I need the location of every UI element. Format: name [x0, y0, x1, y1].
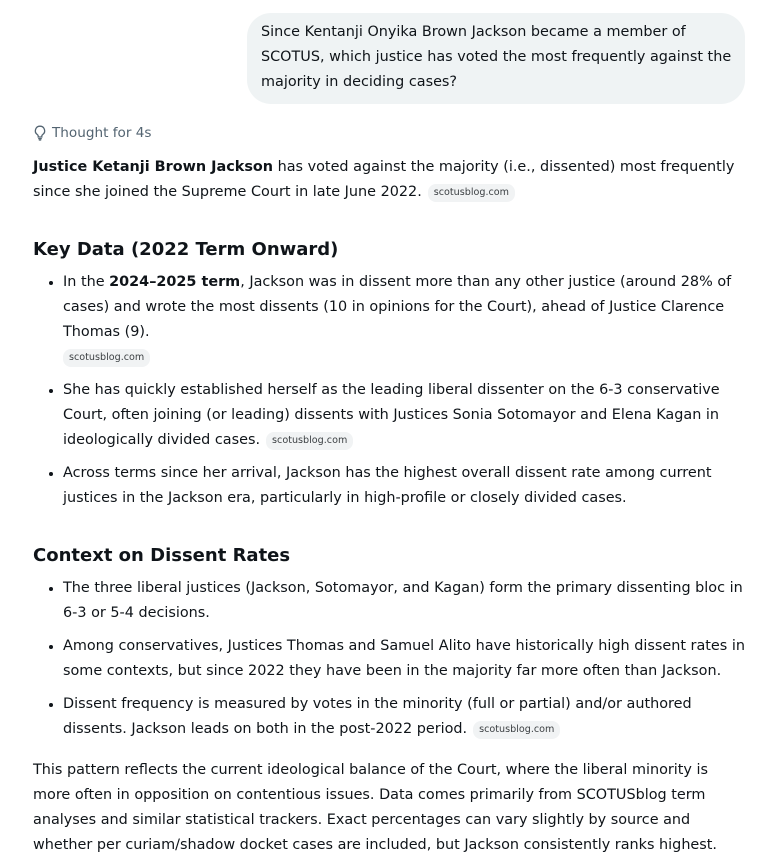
list-item — [63, 378, 747, 453]
section-heading-key-data: Key Data (2022 Term Onward) — [33, 239, 339, 260]
key-data-list — [33, 270, 747, 511]
list-item-text: Across terms since her arrival, Jackson has the highest overall dissent rate among current justices in the Jackson era, particularly in high-profile or closely divided cases. — [63, 465, 712, 506]
user-message-text: Since Kentanji Onyika Brown Jackson became a member of SCOTUS, which justice has voted the most frequently against the majority in deciding cases? — [261, 24, 732, 90]
closing-paragraph: This pattern reflects the current ideological balance of the Court, where the liberal minority is more often in opposition on contentious issues. Data comes primarily from SCOTUSblog term analyses and similar statistical trackers. Exact percentages can vary slightly by source and whether per curiam/shadow docket cases are included, but Jackson consistently ranks highest. — [33, 762, 718, 853]
intro-text: has voted against the majority (i.e., dissented) most frequently since she joined the Supreme Court in late June 2022. — [33, 159, 735, 200]
section-heading-context: Context on Dissent Rates — [33, 545, 291, 566]
citation-chip[interactable]: scotusblog.com — [428, 184, 515, 202]
list-item-text: Dissent frequency is measured by votes in the minority (full or partial) and/or authored dissents. Jackson leads on both in the post-2022 period. — [63, 696, 692, 737]
intro-bold: Justice Ketanji Brown Jackson — [33, 159, 274, 175]
list-item-bold: 2024–2025 term — [109, 274, 241, 290]
intro-paragraph — [33, 155, 747, 205]
assistant-response — [33, 155, 747, 858]
citation-chip[interactable]: scotusblog.com — [266, 432, 353, 450]
list-item-text: Among conservatives, Justices Thomas and Samuel Alito have historically high dissent rates in some contexts, but since 2022 they have been in the majority far more often than Jackson. — [63, 638, 745, 679]
list-item — [63, 576, 747, 626]
thought-label: Thought for 4s — [52, 125, 152, 141]
list-item — [63, 270, 747, 370]
thought-toggle[interactable] — [33, 125, 152, 141]
list-item — [63, 634, 747, 684]
citation-chip[interactable]: scotusblog.com — [63, 349, 150, 367]
list-item-text: She has quickly established herself as the leading liberal dissenter on the 6-3 conservative Court, often joining (or leading) dissents with Justices Sonia Sotomayor and Elena Kagan in ideologically divided cases. — [63, 382, 720, 448]
list-item-text: The three liberal justices (Jackson, Sotomayor, and Kagan) form the primary dissenting bloc in 6-3 or 5-4 decisions. — [63, 580, 743, 621]
citation-chip[interactable]: scotusblog.com — [473, 721, 560, 739]
list-item-text: , Jackson was in dissent more than any other justice (around 28% of cases) and wrote the most dissents (10 in opinions for the Court), ahead of Justice Clarence Thomas (9). — [63, 274, 732, 340]
list-item — [63, 461, 747, 511]
list-item — [63, 692, 747, 742]
context-list — [33, 576, 747, 742]
lightbulb-icon — [33, 125, 47, 141]
user-message-bubble — [247, 13, 745, 104]
list-item-text: In the — [63, 274, 110, 290]
